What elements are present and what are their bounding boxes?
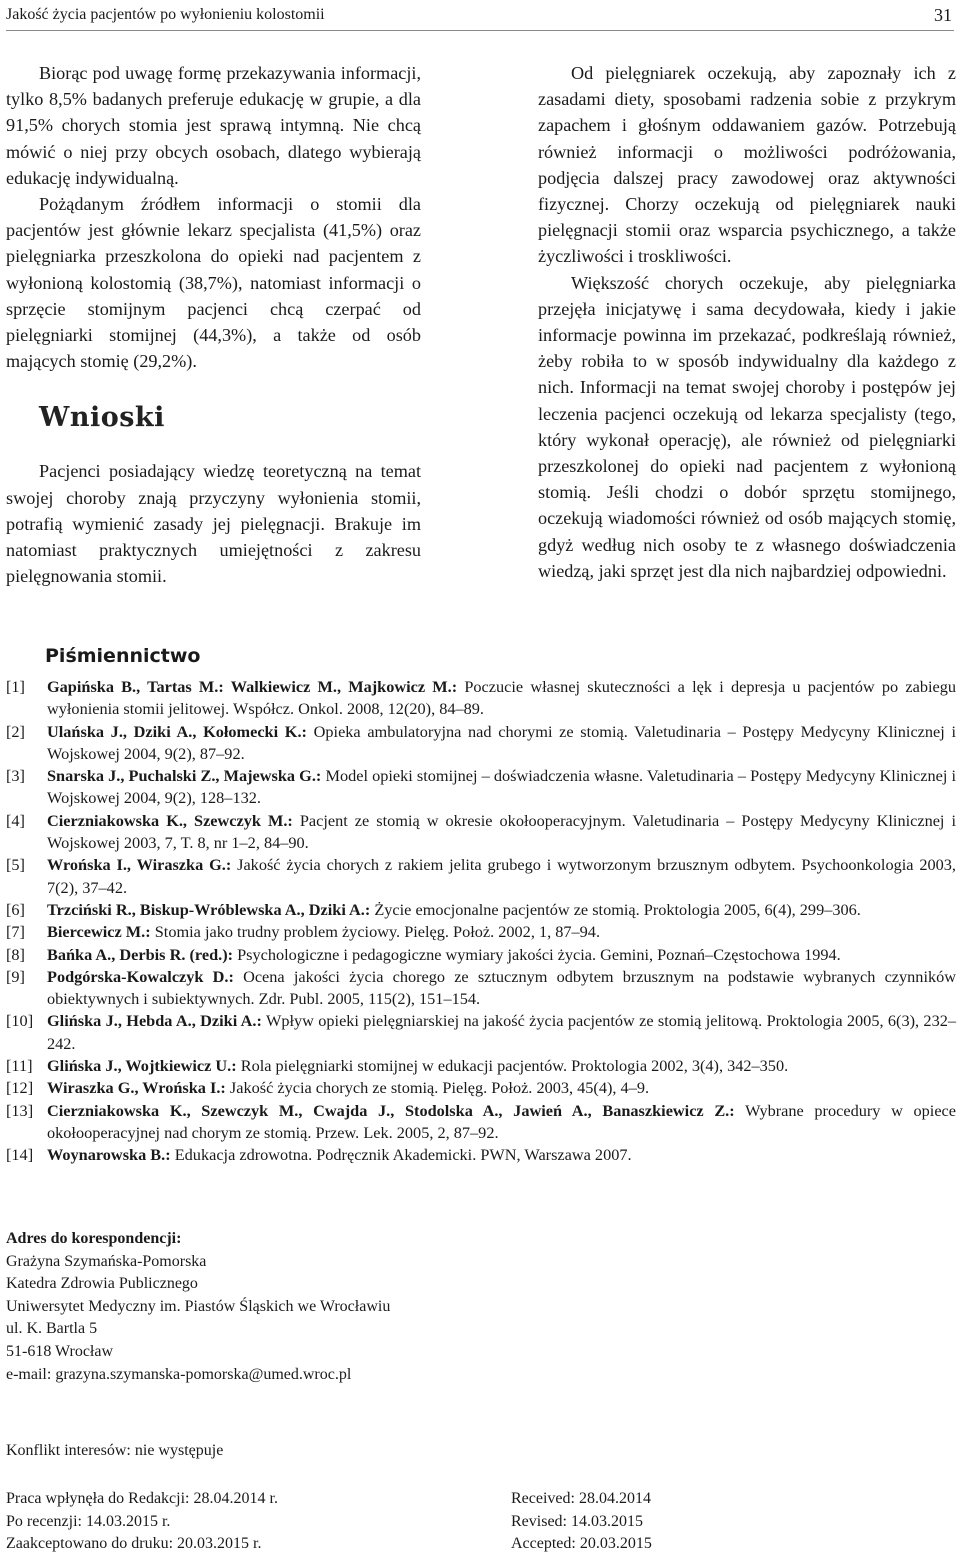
reference-text: Wybrane procedury w opiece okołooperacyjnej nad chorym ze stomią. Przew. Lek. 2005, 2, 87–92. xyxy=(47,1100,957,1142)
reference-authors: Ulańska J., Dziki A., Kołomecki K.: xyxy=(47,721,307,741)
correspondence-label: Adres do korespondencji: xyxy=(6,1230,182,1247)
reference-number: [3] xyxy=(6,766,25,786)
reference-text: Model opieki stomijnej – doświadczenia własne. Valetudinaria – Postępy Medycyny Klinicznej i Wojskowej 2004, 9(2), 128–132. xyxy=(47,766,956,808)
reference-authors: Wiraszka G., Wrońska I.: xyxy=(47,1078,226,1098)
reference-text: Życie emocjonalne pacjentów ze stomią. Proktologia 2005, 6(4), 299–306. xyxy=(370,899,861,919)
reference-number: [1] xyxy=(6,677,25,696)
reference-authors: Biercewicz M.: xyxy=(47,922,151,942)
date-received-en: Received: 28.04.2014 xyxy=(511,1490,651,1507)
date-revised-pl: Po recenzji: 14.03.2015 r. xyxy=(6,1512,171,1530)
reference-item xyxy=(6,1077,956,1099)
reference-number: [4] xyxy=(6,810,25,830)
paragraph: Od pielęgniarek oczekują, aby zapoznały ich z zasadami diety, sposobami radzenia sobie z przykrym zapachem i głośnym oddawaniem gazów. Potrzebują również informacji o możliwości podróżowania, podjęcia dalszej pracy zawodowej oraz aktywności fizycznej. Chorzy oczekują od pielęgniarek nauki pielęgnacji stomii oraz wsparcia psychicznego, a także życzliwości i troskliwości. xyxy=(538,63,956,267)
running-title: Jakość życia pacjentów po wyłonieniu kolostomii xyxy=(6,6,325,23)
reference-authors: Trzciński R., Biskup-Wróblewska A., Dziki A.: xyxy=(47,899,371,919)
reference-item xyxy=(6,765,956,810)
reference-text: Jakość życia chorych z rakiem jelita grubego i wytworzonym brzusznym odbytem. Psychoonkologia 2003, 7(2), 37–42. xyxy=(47,855,956,897)
correspondence-university: Uniwersytet Medyczny im. Piastów Śląskich we Wrocławiu xyxy=(6,1297,391,1315)
reference-authors: Glińska J., Hebda A., Dziki A.: xyxy=(47,1011,262,1031)
reference-text: Rola pielęgniarki stomijnej w edukacji pacjentów. Proktologia 2002, 3(4), 342–350. xyxy=(236,1056,789,1076)
references-list xyxy=(6,676,956,1167)
correspondence-city: 51-618 Wrocław xyxy=(6,1342,114,1360)
correspondence-street: ul. K. Bartla 5 xyxy=(6,1320,98,1338)
reference-number: [7] xyxy=(6,922,25,942)
conflict-of-interest: Konflikt interesów: nie występuje xyxy=(6,1442,224,1459)
date-accepted-pl: Zaakceptowano do druku: 20.03.2015 r. xyxy=(6,1535,262,1553)
reference-number: [2] xyxy=(6,721,25,741)
reference-authors: Wrońska I., Wiraszka G.: xyxy=(47,855,232,875)
dates-polish xyxy=(6,1488,278,1556)
running-header xyxy=(6,2,954,31)
reference-item xyxy=(6,721,956,766)
reference-item xyxy=(6,854,956,899)
reference-number: [9] xyxy=(6,966,25,986)
reference-text: Opieka ambulatoryjna nad chorymi ze stomią. Valetudinaria – Postępy Medycyny Klinicznej i Wojskowej 2004, 9(2), 87–92. xyxy=(47,721,956,763)
correspondence-name: Grażyna Szymańska-Pomorska xyxy=(6,1252,207,1270)
reference-item xyxy=(6,1055,956,1077)
reference-number: [8] xyxy=(6,944,25,964)
reference-authors: Glińska J., Wojtkiewicz U.: xyxy=(47,1056,237,1076)
reference-authors: Snarska J., Puchalski Z., Majewska G.: xyxy=(47,766,322,786)
paragraph: Pożądanym źródłem informacji o stomii dla pacjentów jest głównie lekarz specjalista (41,5%) oraz pielęgniarka przeszkolona do opieki nad pacjentem z wyłonioną kolostomią (38,7%), natomiast informacji o sprzęcie stomijnym pacjenci chcą czerpać od pielęgniarki stomijnej (44,3%), a także od osób mających stomię (29,2%). xyxy=(6,194,421,372)
date-accepted-en: Accepted: 20.03.2015 xyxy=(511,1535,652,1553)
reference-text: Ocena jakości życia chorego ze sztucznym odbytem brzusznym na podstawie wybranych czynników obiektywnych i subiektywnych. Zdr. Publ. 2005, 115(2), 151–154. xyxy=(47,966,957,1009)
reference-number: [5] xyxy=(6,855,25,875)
reference-text: Wpływ opieki pielęgniarskiej na jakość życia pacjentów ze stomią jelitową. Proktologia 2005, 6(3), 232–242. xyxy=(47,1011,956,1053)
reference-authors: Cierzniakowska K., Szewczyk M.: xyxy=(47,810,293,830)
reference-number: [10] xyxy=(6,1011,34,1031)
reference-text: Psychologiczne i pedagogiczne wymiary jakości życia. Gemini, Poznań–Częstochowa 1994. xyxy=(233,944,841,964)
reference-item xyxy=(6,676,956,721)
reference-item xyxy=(6,899,956,921)
reference-authors: Woynarowska B.: xyxy=(47,1145,171,1165)
paragraph: Biorąc pod uwagę formę przekazywania informacji, tylko 8,5% badanych preferuje edukację w grupie, a dla 91,5% chorych stomia jest sprawą intymną. Nie chcą mówić o niej przy obcych osobach, dlatego wybierają edukację indywidualną. xyxy=(6,63,421,188)
reference-text: Pacjent ze stomią w okresie okołooperacyjnym. Valetudinaria – Postępy Medycyny Klinicznej i Wojskowej 2003, 7, T. 8, nr 1–2, 84–90. xyxy=(47,810,957,853)
right-column xyxy=(538,60,956,584)
reference-number: [12] xyxy=(6,1078,34,1098)
reference-text: Edukacja zdrowotna. Podręcznik Akademicki. PWN, Warszawa 2007. xyxy=(170,1145,632,1165)
reference-authors: Podgórska-Kowalczyk D.: xyxy=(47,966,234,986)
reference-authors: Gapińska B., Tartas M.: Walkiewicz M., Majkowicz M.: xyxy=(47,677,458,696)
reference-number: [14] xyxy=(6,1145,34,1165)
date-revised-en: Revised: 14.03.2015 xyxy=(511,1512,643,1530)
reference-item xyxy=(6,944,956,966)
page-number: 31 xyxy=(934,5,952,25)
reference-item xyxy=(6,1144,956,1166)
reference-text: Poczucie własnej skuteczności a lęk i depresja u pacjentów po zabiegu wyłonienia stomii jelitowej. Współcz. Onkol. 2008, 12(20), 84–89. xyxy=(47,677,956,719)
section-heading-wnioski: Wnioski xyxy=(39,402,165,434)
correspondence-department: Katedra Zdrowia Publicznego xyxy=(6,1275,198,1293)
correspondence-address xyxy=(6,1228,390,1386)
paragraph: Pacjenci posiadający wiedzę teoretyczną na temat swojej choroby znają przyczyny wyłonienia stomii, potrafią wymienić zasady jej pielęgnacji. Brakuje im natomiast praktycznych umiejętności z zakresu pielęgnowania stomii. xyxy=(6,461,421,587)
reference-item xyxy=(6,1010,956,1055)
reference-item xyxy=(6,1100,956,1145)
dates-english xyxy=(511,1488,652,1556)
reference-text: Stomia jako trudny problem życiowy. Pielęg. Położ. 2002, 1, 87–94. xyxy=(150,922,601,942)
reference-authors: Cierzniakowska K., Szewczyk M., Cwajda J., Stodolska A., Jawień A., Banaszkiewicz Z.: xyxy=(47,1100,735,1120)
paragraph: Większość chorych oczekuje, aby pielęgniarka przejęła inicjatywę i sama decydowała, kiedy i jakie informacje powinna im przekazać, podkreślają również, żeby robiła to w sposób indywidualny dla każdego z nich. Informacji na temat swojej choroby i postępów jej leczenia pacjenci oczekują od lekarza specjalisty (tego, który wykonał operację), ale również od pielęgniarki przeszkolonej do opieki nad pacjentem z wyłonioną stomią. Jeśli chodzi o dobór sprzętu stomijnego, oczekują wiadomości również od osób mających stomię, gdyż według nich osoby te z własnego doświadczenia wiedzą, jaki sprzęt jest dla nich najbardziej odpowiedni. xyxy=(538,272,956,581)
reference-item xyxy=(6,921,956,943)
correspondence-email: e-mail: grazyna.szymanska-pomorska@umed.wroc.pl xyxy=(6,1365,352,1383)
reference-number: [11] xyxy=(6,1056,33,1076)
reference-number: [13] xyxy=(6,1100,34,1120)
reference-item xyxy=(6,966,956,1011)
reference-authors: Bańka A., Derbis R. (red.): xyxy=(47,944,234,964)
reference-number: [6] xyxy=(6,899,25,919)
date-received-pl: Praca wpłynęła do Redakcji: 28.04.2014 r. xyxy=(6,1490,278,1507)
left-column xyxy=(6,60,421,589)
references-heading: Piśmiennictwo xyxy=(45,645,201,667)
reference-text: Jakość życia chorych ze stomią. Pielęg. Położ. 2003, 45(4), 4–9. xyxy=(225,1078,650,1098)
reference-item xyxy=(6,810,956,855)
